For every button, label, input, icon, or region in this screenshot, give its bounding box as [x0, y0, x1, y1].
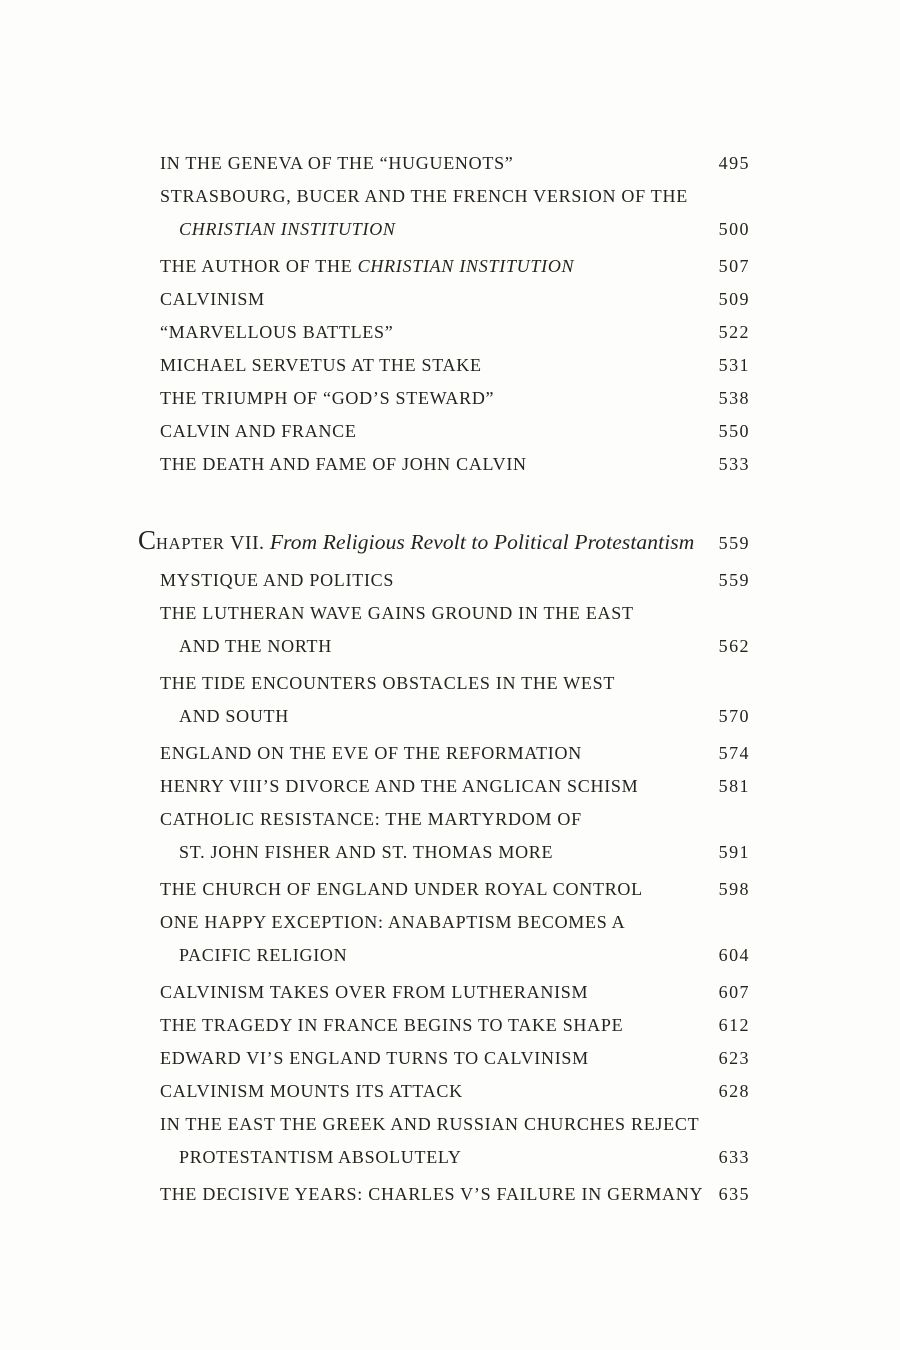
toc-chapter-list — [160, 564, 750, 1211]
toc-entry — [160, 1009, 750, 1042]
toc-entry-title: THE TRIUMPH OF “GOD’S STEWARD” — [160, 388, 495, 408]
toc-entry-line — [160, 1009, 750, 1042]
chapter-label-smallcaps: HAPTER — [156, 534, 225, 553]
toc-entry-line — [160, 803, 750, 836]
toc-entry-title: THE DEATH AND FAME OF JOHN CALVIN — [160, 454, 527, 474]
page-number: 495 — [718, 153, 750, 173]
toc-entry — [160, 147, 750, 180]
toc-entry-title: AND THE NORTH — [179, 636, 332, 656]
toc-entry-title: CALVIN AND FRANCE — [160, 421, 357, 441]
toc-entry — [160, 564, 750, 597]
toc-entry — [160, 1042, 750, 1075]
page-number: 522 — [718, 322, 750, 342]
toc-entry-title: THE TIDE ENCOUNTERS OBSTACLES IN THE WEST — [160, 673, 616, 693]
toc-pre-chapter-list — [160, 147, 750, 481]
toc-entry-line — [160, 147, 750, 180]
toc-entry-title: CALVINISM MOUNTS ITS ATTACK — [160, 1081, 463, 1101]
toc-entry — [160, 349, 750, 382]
toc-entry-title: THE CHURCH OF ENGLAND UNDER ROYAL CONTROL — [160, 879, 643, 899]
toc-entry — [160, 667, 750, 733]
toc-entry — [160, 597, 750, 663]
toc-entry-title: ST. JOHN FISHER AND ST. THOMAS MORE — [179, 842, 554, 862]
page-number: 635 — [718, 1184, 750, 1204]
page-number: 538 — [718, 388, 750, 408]
toc-entry-line — [160, 1042, 750, 1075]
toc-entry — [160, 283, 750, 316]
toc-entry-line — [160, 770, 750, 803]
page-number: 562 — [718, 636, 750, 656]
toc-entry-title: MICHAEL SERVETUS AT THE STAKE — [160, 355, 482, 375]
page-number: 531 — [718, 355, 750, 375]
page-number: 633 — [718, 1147, 750, 1167]
page-number: 604 — [718, 945, 750, 965]
page-number: 591 — [718, 842, 750, 862]
page-number: 559 — [718, 570, 750, 590]
toc-entry — [160, 316, 750, 349]
toc-entry-title: STRASBOURG, BUCER AND THE FRENCH VERSION OF THE — [160, 186, 688, 206]
toc-entry — [160, 1178, 750, 1211]
page-number: 550 — [718, 421, 750, 441]
toc-entry-line — [160, 1178, 750, 1211]
page-number: 612 — [718, 1015, 750, 1035]
toc-entry — [160, 180, 750, 246]
chapter-heading-row — [138, 521, 750, 564]
toc-entry-title: PACIFIC RELIGION — [179, 945, 348, 965]
chapter-title: From Religious Revolt to Political Protestantism — [269, 530, 695, 554]
toc-entry-line — [160, 349, 750, 382]
page-number: 607 — [718, 982, 750, 1002]
page-number: 507 — [718, 256, 750, 276]
toc-entry-title: CATHOLIC RESISTANCE: THE MARTYRDOM OF — [160, 809, 582, 829]
toc-entry-title: IN THE GENEVA OF THE “HUGUENOTS” — [160, 153, 514, 173]
toc-entry — [160, 415, 750, 448]
toc-entry-line — [160, 737, 750, 770]
toc-entry-title: MYSTIQUE AND POLITICS — [160, 570, 395, 590]
toc-entry-line — [160, 939, 750, 972]
toc-entry — [160, 906, 750, 972]
toc-entry-line — [160, 630, 750, 663]
toc-entry-title: CALVINISM — [160, 289, 265, 309]
toc-entry-line — [160, 873, 750, 906]
toc-entry — [160, 976, 750, 1009]
page-number: 570 — [718, 706, 750, 726]
toc-entry-title: HENRY VIII’S DIVORCE AND THE ANGLICAN SCHISM — [160, 776, 639, 796]
toc-entry-line — [160, 836, 750, 869]
page-number: 500 — [718, 219, 750, 239]
toc-entry-title: CALVINISM TAKES OVER FROM LUTHERANISM — [160, 982, 589, 1002]
toc-entry-title: THE LUTHERAN WAVE GAINS GROUND IN THE EAST — [160, 603, 634, 623]
toc-entry — [160, 448, 750, 481]
toc-entry-line — [160, 906, 750, 939]
toc-entry — [160, 250, 750, 283]
toc-entry-line — [160, 382, 750, 415]
page-number: 628 — [718, 1081, 750, 1101]
toc-entry-line — [160, 316, 750, 349]
toc-entry-line — [160, 213, 750, 246]
toc-entry-line — [160, 448, 750, 481]
toc-entry-line — [160, 564, 750, 597]
toc-entry-title: CHRISTIAN INSTITUTION — [179, 219, 396, 239]
chapter-page-number: 559 — [718, 533, 750, 553]
toc-entry-title: EDWARD VI’S ENGLAND TURNS TO CALVINISM — [160, 1048, 589, 1068]
page-number: 509 — [718, 289, 750, 309]
toc-entry-title: IN THE EAST THE GREEK AND RUSSIAN CHURCHES REJECT — [160, 1114, 700, 1134]
toc-entry-line — [160, 283, 750, 316]
page-number: 581 — [718, 776, 750, 796]
toc-entry-line — [160, 597, 750, 630]
toc-entry — [160, 1075, 750, 1108]
page-number: 533 — [718, 454, 750, 474]
page-number: 623 — [718, 1048, 750, 1068]
toc-entry-title: AND SOUTH — [179, 706, 289, 726]
toc-entry-line — [160, 1108, 750, 1141]
toc-entry-line — [160, 250, 750, 283]
toc-entry-line — [160, 700, 750, 733]
chapter-label-initial: C — [138, 525, 157, 555]
chapter-numeral: VII. — [224, 532, 270, 554]
toc-entry — [160, 737, 750, 770]
toc-entry-line — [160, 976, 750, 1009]
toc-entry-line — [160, 1075, 750, 1108]
toc-entry-line — [160, 1141, 750, 1174]
toc-entry — [160, 382, 750, 415]
toc-entry — [160, 770, 750, 803]
toc-entry-title: “MARVELLOUS BATTLES” — [160, 322, 394, 342]
page-number: 574 — [718, 743, 750, 763]
toc-entry-title: ENGLAND ON THE EVE OF THE REFORMATION — [160, 743, 582, 763]
toc-entry-title: ONE HAPPY EXCEPTION: ANABAPTISM BECOMES A — [160, 912, 626, 932]
toc-entry — [160, 803, 750, 869]
table-of-contents — [138, 147, 750, 1211]
toc-entry-title: PROTESTANTISM ABSOLUTELY — [179, 1147, 462, 1167]
page-number: 598 — [718, 879, 750, 899]
chapter-heading — [138, 521, 719, 564]
toc-entry-title: THE AUTHOR OF THE CHRISTIAN INSTITUTION — [160, 256, 575, 276]
toc-entry-line — [160, 180, 750, 213]
toc-entry-line — [160, 415, 750, 448]
toc-entry — [160, 1108, 750, 1174]
toc-entry-title: THE TRAGEDY IN FRANCE BEGINS TO TAKE SHAPE — [160, 1015, 624, 1035]
toc-entry-title: THE DECISIVE YEARS: CHARLES V’S FAILURE IN GERMANY — [160, 1184, 704, 1204]
toc-entry-line — [160, 667, 750, 700]
toc-entry — [160, 873, 750, 906]
